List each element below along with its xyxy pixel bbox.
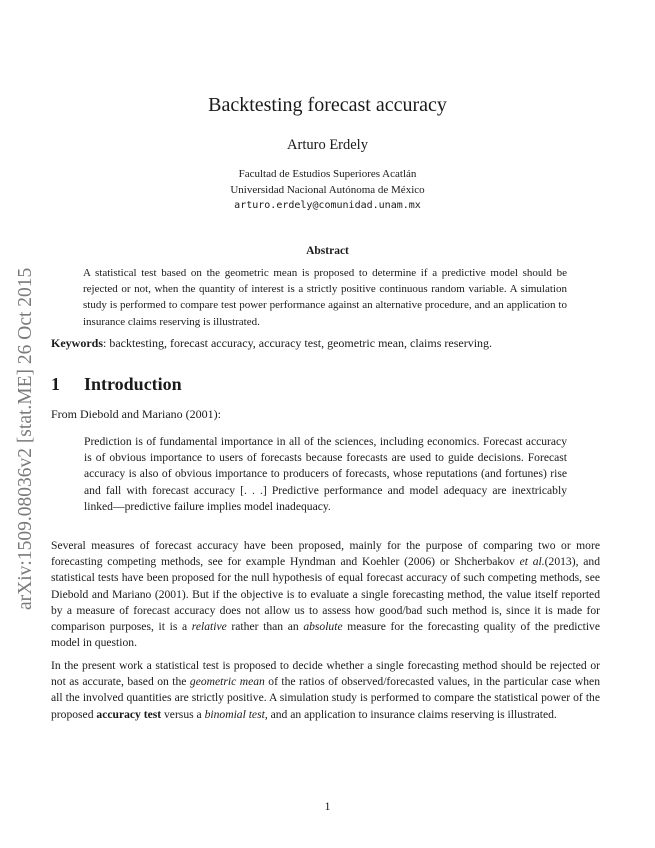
abstract-body: A statistical test based on the geometric mean is proposed to determine if a predictive model should be rejected or not, when the quantity of interest is a strictly positive continuous random variable. A simulation study is performed to compare test power performance against an alternative procedure, and an application to insurance claims reserving is illustrated. bbox=[83, 267, 567, 328]
paper-title: Backtesting forecast accuracy bbox=[208, 94, 447, 116]
paragraph-text: (2013), and statistical tests have been proposed for the null hypothesis of equal forecast accuracy of such competing methods, see Diebold and Mariano (2001). But if the objective is to evaluate a single forecasting method, the value itself reported by a measure of forecast accuracy does not allow us to assess how good/bad such method is, since it is made for comparison purposes, it is a bbox=[51, 555, 600, 634]
affiliation-university: Universidad Nacional Autónoma de México bbox=[230, 184, 425, 196]
section-heading bbox=[51, 374, 182, 395]
emphasis-etal: et al. bbox=[519, 555, 545, 569]
section-number: 1 bbox=[51, 374, 60, 394]
arxiv-stamp bbox=[13, 222, 39, 610]
arxiv-id-text: arXiv:1509.08036v2 [stat.ME] 26 Oct 2015 bbox=[15, 267, 36, 610]
paragraph-text: of the ratios of observed/forecasted values, in the particular case when all the involved quantities are strictly positive. A simulation study is performed to compare the statistical power of the proposed bbox=[51, 675, 600, 721]
paragraph-measures bbox=[51, 538, 600, 651]
keywords-text: : backtesting, forecast accuracy, accuracy test, geometric mean, claims reserving. bbox=[103, 336, 493, 350]
paragraph-text: , and an application to insurance claims reserving is illustrated. bbox=[264, 707, 557, 721]
intro-lead: From Diebold and Mariano (2001): bbox=[51, 407, 221, 421]
keywords-line bbox=[51, 336, 611, 351]
paragraph-text: In the present work a statistical test is proposed to decide whether a single forecasting method should be rejected or not as accurate, based on the bbox=[51, 659, 600, 689]
paragraph-text: versus a bbox=[161, 707, 205, 721]
author-email: arturo.erdely@comunidad.unam.mx bbox=[234, 200, 421, 211]
emphasis-binomial-test: binomial test bbox=[204, 707, 265, 721]
abstract-heading: Abstract bbox=[306, 245, 349, 257]
emphasis-relative: relative bbox=[191, 620, 227, 634]
author-name: Arturo Erdely bbox=[287, 137, 368, 153]
emphasis-absolute: absolute bbox=[303, 620, 343, 634]
paragraph-text: measure for the forecasting quality of the predictive model in question. bbox=[51, 620, 600, 650]
quote-block: Prediction is of fundamental importance in all of the sciences, including economics. Forecast accuracy is of obvious importance to users of forecasts because forecasts are used to guide decisions. Forecast accuracy is also of obvious importance to producers of forecasts, whose reputations (and fortunes) rise and fall with forecast accuracy [. . .] Predictive performance and model adequacy are inextricably linked—predictive failure implies model inadequacy. bbox=[84, 435, 567, 513]
affiliation-faculty: Facultad de Estudios Superiores Acatlán bbox=[238, 168, 417, 180]
keywords-label: Keywords bbox=[51, 336, 103, 350]
paragraph-text: Several measures of forecast accuracy have been proposed, mainly for the purpose of comparing two or more forecasting competing methods, see for example Hyndman and Koehler (2006) or Shcherbakov bbox=[51, 539, 600, 569]
bold-accuracy-test: accuracy test bbox=[96, 707, 162, 721]
page-number: 1 bbox=[324, 799, 331, 813]
section-title: Introduction bbox=[84, 374, 182, 394]
emphasis-geometric-mean: geometric mean bbox=[189, 675, 265, 689]
paragraph-present-work bbox=[51, 658, 600, 723]
paragraph-text: rather than an bbox=[226, 620, 304, 634]
